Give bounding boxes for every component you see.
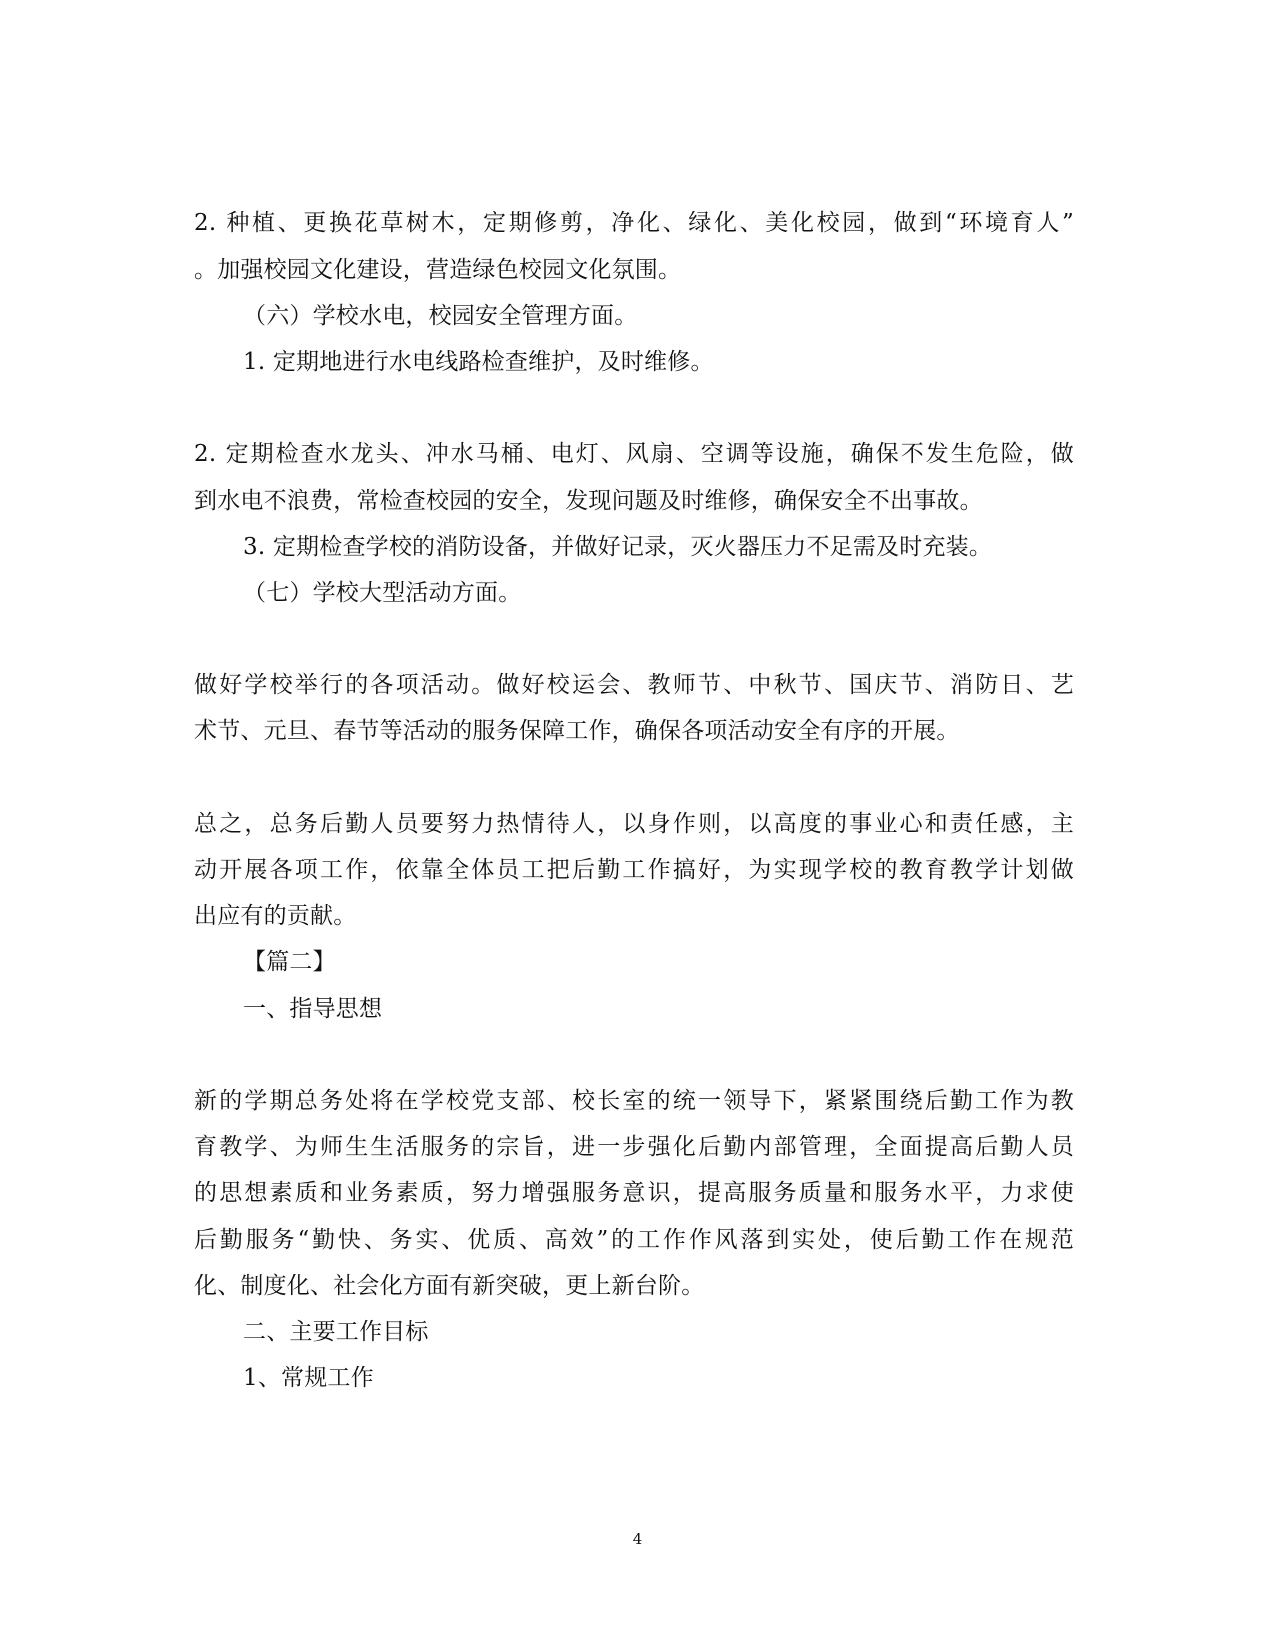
text-line: 化、制度化、社会化方面有新突破，更上新台阶。 [194, 1273, 705, 1299]
list-item: 3. 定期检查学校的消防设备，并做好记录，灭火器压力不足需及时充装。 [243, 534, 993, 560]
page-number: 4 [632, 1530, 643, 1548]
text-line: 出应有的贡献。 [194, 903, 357, 929]
text-line: 术节、元旦、春节等活动的服务保障工作，确保各项活动安全有序的开展。 [194, 718, 960, 744]
text-line: 育教学、为师生生活服务的宗旨，进一步强化后勤内部管理，全面提高后勤人员 [194, 1134, 1074, 1160]
part-heading: 【篇二】 [243, 949, 336, 975]
section-heading: 一、指导思想 [243, 996, 383, 1022]
text-line: 。加强校园文化建设，营造绿色校园文化氛围。 [194, 257, 682, 283]
text-line: 2. 种植、更换花草树木，定期修剪，净化、绿化、美化校园，做到“环境育人” [194, 210, 1075, 236]
text-line: 总之，总务后勤人员要努力热情待人，以身作则，以高度的事业心和责任感，主 [194, 811, 1074, 837]
text-line: 动开展各项工作，依靠全体员工把后勤工作搞好，为实现学校的教育教学计划做 [194, 857, 1074, 883]
text-line: 到水电不浪费，常检查校园的安全，发现问题及时维修，确保安全不出事故。 [194, 488, 983, 514]
list-item: 1. 定期地进行水电线路检查维护，及时维修。 [243, 349, 714, 375]
section-heading: （六）学校水电，校园安全管理方面。 [243, 303, 638, 329]
subsection-heading: 1、常规工作 [243, 1365, 374, 1391]
text-line: 2. 定期检查水龙头、冲水马桶、电灯、风扇、空调等设施，确保不发生危险，做 [194, 441, 1074, 467]
text-line: 新的学期总务处将在学校党支部、校长室的统一领导下，紧紧围绕后勤工作为教 [194, 1088, 1074, 1114]
section-heading: 二、主要工作目标 [243, 1319, 429, 1345]
section-heading: （七）学校大型活动方面。 [243, 580, 522, 606]
text-line: 做好学校举行的各项活动。做好校运会、教师节、中秋节、国庆节、消防日、艺 [194, 672, 1074, 698]
text-line: 的思想素质和业务素质，努力增强服务意识，提高服务质量和服务水平，力求使 [194, 1180, 1074, 1206]
text-line: 后勤服务“勤快、务实、优质、高效”的工作作风落到实处，使后勤工作在规范 [194, 1227, 1074, 1253]
